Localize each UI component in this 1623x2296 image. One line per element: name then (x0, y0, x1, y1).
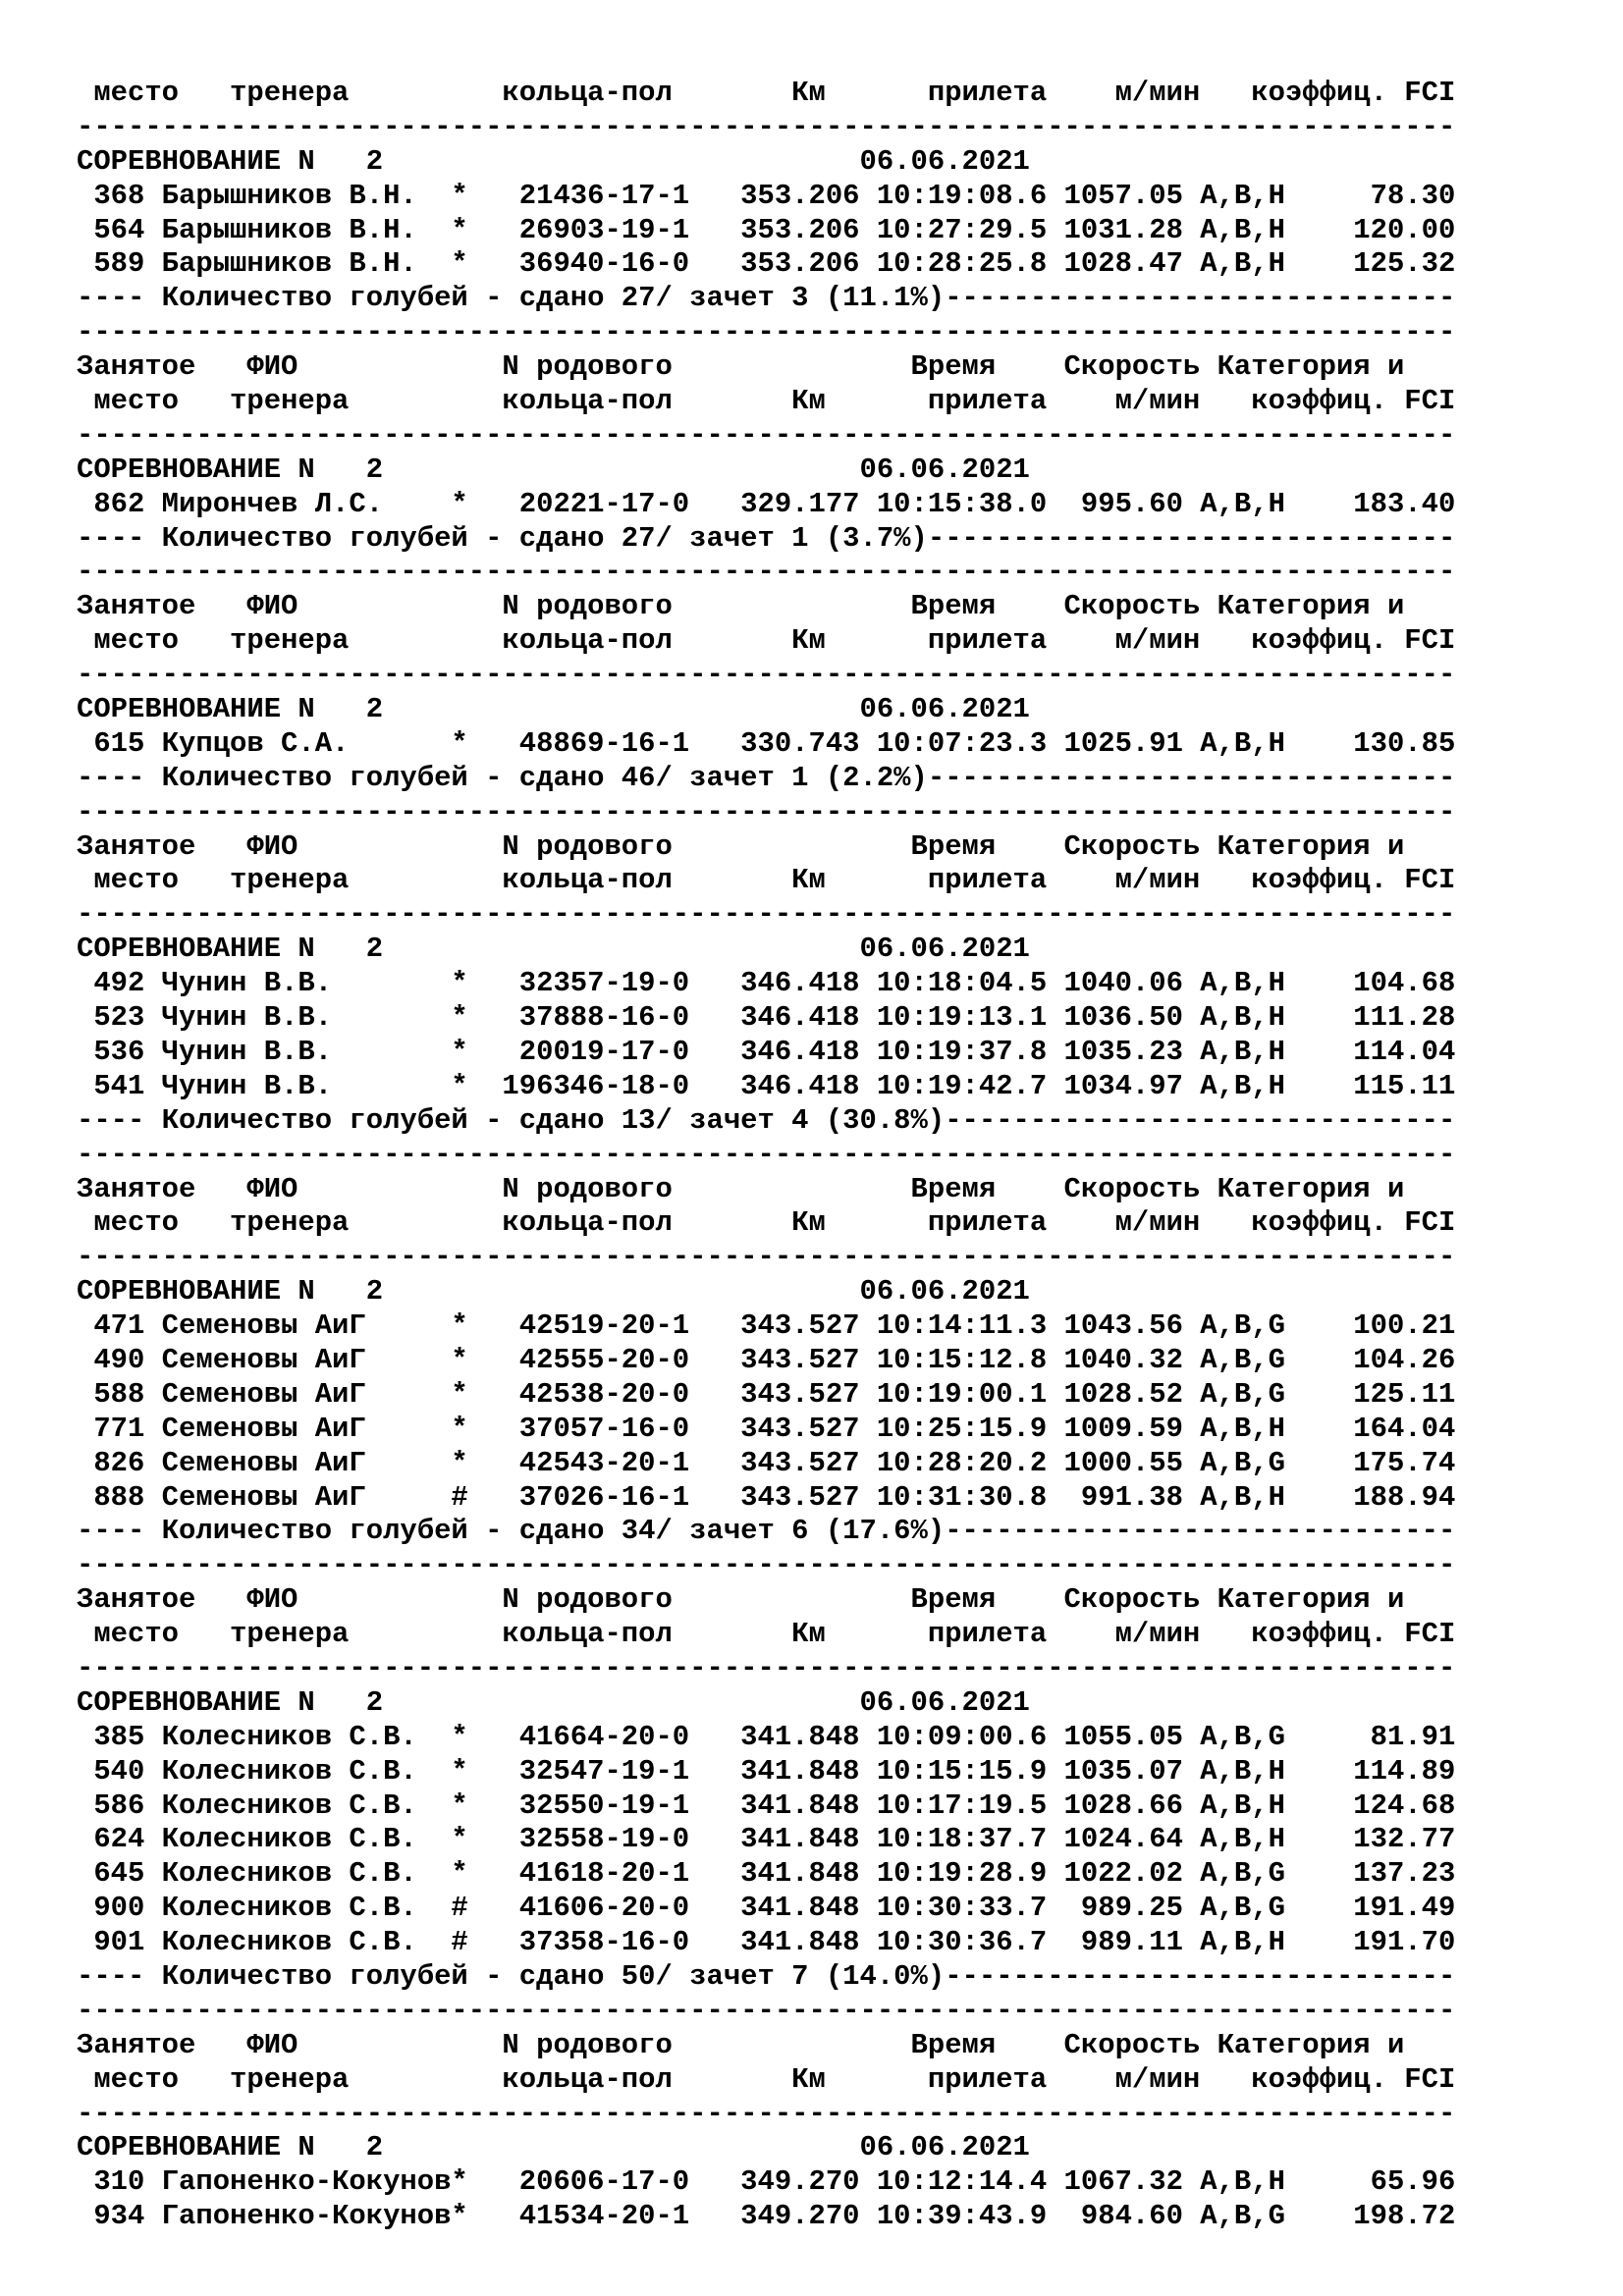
report-line: 536 Чунин В.В. * 20019-17-0 346.418 10:19:37.8 1035.23 A,B,H 114.04 (77, 1035, 1456, 1068)
report-line: --------------------------------------------------------------------------------- (77, 556, 1456, 589)
report-line: --------------------------------------------------------------------------------- (77, 1994, 1456, 2027)
report-line: ---- Количество голубей - сдано 13/ зачет 4 (30.8%)------------------------------ (77, 1103, 1456, 1137)
report-line: Занятое ФИО N родового Время Скорость Категория и (77, 350, 1405, 384)
results-printout (77, 77, 1549, 2234)
report-line: 490 Семеновы АиГ * 42555-20-0 343.527 10:15:12.8 1040.32 A,B,G 104.26 (77, 1343, 1456, 1376)
report-line: СОРЕВНОВАНИЕ N 2 06.06.2021 (77, 2131, 1030, 2164)
report-line: место тренера кольца-пол Км прилета м/мин коэффиц. FCI (77, 864, 1456, 897)
report-line: --------------------------------------------------------------------------------- (77, 2097, 1456, 2130)
report-line: --------------------------------------------------------------------------------- (77, 659, 1456, 692)
report-line: 523 Чунин В.В. * 37888-16-0 346.418 10:19:13.1 1036.50 A,B,H 111.28 (77, 1001, 1456, 1035)
report-line: место тренера кольца-пол Км прилета м/мин коэффиц. FCI (77, 1206, 1456, 1240)
report-line: 492 Чунин В.В. * 32357-19-0 346.418 10:18:04.5 1040.06 A,B,H 104.68 (77, 967, 1456, 1000)
report-line: 888 Семеновы АиГ # 37026-16-1 343.527 10:31:30.8 991.38 A,B,H 188.94 (77, 1480, 1456, 1514)
report-line: 645 Колесников С.В. * 41618-20-1 341.848 10:19:28.9 1022.02 A,B,G 137.23 (77, 1857, 1456, 1891)
report-line: ---- Количество голубей - сдано 27/ зачет 3 (11.1%)------------------------------ (77, 282, 1456, 315)
report-line: 934 Гапоненко-Кокунов* 41534-20-1 349.270 10:39:43.9 984.60 A,B,G 198.72 (77, 2200, 1456, 2233)
report-line: Занятое ФИО N родового Время Скорость Категория и (77, 829, 1405, 863)
report-line: место тренера кольца-пол Км прилета м/мин коэффиц. FCI (77, 77, 1456, 109)
report-line: 901 Колесников С.В. # 37358-16-0 341.848 10:30:36.7 989.11 A,B,H 191.70 (77, 1926, 1456, 1959)
report-line: --------------------------------------------------------------------------------- (77, 316, 1456, 349)
report-line: 310 Гапоненко-Кокунов* 20606-17-0 349.270 10:12:14.4 1067.32 A,B,H 65.96 (77, 2165, 1456, 2199)
report-line: 862 Мирончев Л.С. * 20221-17-0 329.177 10:15:38.0 995.60 A,B,H 183.40 (77, 487, 1456, 520)
report-line: место тренера кольца-пол Км прилета м/мин коэффиц. FCI (77, 1618, 1456, 1651)
report-line: 368 Барышников В.Н. * 21436-17-1 353.206 10:19:08.6 1057.05 A,B,H 78.30 (77, 179, 1456, 212)
report-line: СОРЕВНОВАНИЕ N 2 06.06.2021 (77, 933, 1030, 966)
report-line: --------------------------------------------------------------------------------- (77, 1651, 1456, 1684)
report-line: ---- Количество голубей - сдано 34/ зачет 6 (17.6%)------------------------------ (77, 1515, 1456, 1548)
report-line: место тренера кольца-пол Км прилета м/мин коэффиц. FCI (77, 2062, 1456, 2096)
report-line: --------------------------------------------------------------------------------- (77, 1549, 1456, 1582)
report-line: --------------------------------------------------------------------------------- (77, 795, 1456, 828)
report-line: СОРЕВНОВАНИЕ N 2 06.06.2021 (77, 1685, 1030, 1719)
report-line: 471 Семеновы АиГ * 42519-20-1 343.527 10:14:11.3 1043.56 A,B,G 100.21 (77, 1309, 1456, 1343)
report-line: ---- Количество голубей - сдано 46/ зачет 1 (2.2%)------------------------------- (77, 761, 1456, 794)
report-line: Занятое ФИО N родового Время Скорость Категория и (77, 1583, 1405, 1617)
report-line: Занятое ФИО N родового Время Скорость Категория и (77, 1172, 1405, 1205)
report-line: 826 Семеновы АиГ * 42543-20-1 343.527 10:28:20.2 1000.55 A,B,G 175.74 (77, 1446, 1456, 1479)
report-line: 615 Купцов С.А. * 48869-16-1 330.743 10:07:23.3 1025.91 A,B,H 130.85 (77, 726, 1456, 760)
report-line: 588 Семеновы АиГ * 42538-20-0 343.527 10:19:00.1 1028.52 A,B,G 125.11 (77, 1377, 1456, 1411)
report-line: ---- Количество голубей - сдано 27/ зачет 1 (3.7%)------------------------------- (77, 521, 1456, 555)
report-line: место тренера кольца-пол Км прилета м/мин коэффиц. FCI (77, 385, 1456, 418)
report-line: --------------------------------------------------------------------------------- (77, 418, 1456, 452)
report-line: ---- Количество голубей - сдано 50/ зачет 7 (14.0%)------------------------------ (77, 1959, 1456, 1993)
report-line: 385 Колесников С.В. * 41664-20-0 341.848 10:09:00.6 1055.05 A,B,G 81.91 (77, 1720, 1456, 1753)
report-line: 589 Барышников В.Н. * 36940-16-0 353.206 10:28:25.8 1028.47 A,B,H 125.32 (77, 247, 1456, 281)
report-line: СОРЕВНОВАНИЕ N 2 06.06.2021 (77, 693, 1030, 726)
report-line: 624 Колесников С.В. * 32558-19-0 341.848 10:18:37.7 1024.64 A,B,H 132.77 (77, 1823, 1456, 1856)
report-line: СОРЕВНОВАНИЕ N 2 06.06.2021 (77, 453, 1030, 486)
report-line: 586 Колесников С.В. * 32550-19-1 341.848 10:17:19.5 1028.66 A,B,H 124.68 (77, 1789, 1456, 1822)
report-line: Занятое ФИО N родового Время Скорость Категория и (77, 590, 1405, 623)
report-line: --------------------------------------------------------------------------------- (77, 898, 1456, 932)
report-line: 900 Колесников С.В. # 41606-20-0 341.848 10:30:33.7 989.25 A,B,G 191.49 (77, 1892, 1456, 1925)
report-line: СОРЕВНОВАНИЕ N 2 06.06.2021 (77, 1275, 1030, 1308)
report-line: Занятое ФИО N родового Время Скорость Категория и (77, 2028, 1405, 2061)
report-line: --------------------------------------------------------------------------------- (77, 1241, 1456, 1274)
report-line: --------------------------------------------------------------------------------- (77, 1138, 1456, 1171)
report-line: --------------------------------------------------------------------------------- (77, 110, 1456, 143)
report-line: место тренера кольца-пол Км прилета м/мин коэффиц. FCI (77, 624, 1456, 658)
report-line: 564 Барышников В.Н. * 26903-19-1 353.206 10:27:29.5 1031.28 A,B,H 120.00 (77, 213, 1456, 246)
report-line: 540 Колесников С.В. * 32547-19-1 341.848 10:15:15.9 1035.07 A,B,H 114.89 (77, 1754, 1456, 1788)
report-line: 771 Семеновы АиГ * 37057-16-0 343.527 10:25:15.9 1009.59 A,B,H 164.04 (77, 1412, 1456, 1445)
report-line: 541 Чунин В.В. * 196346-18-0 346.418 10:19:42.7 1034.97 A,B,H 115.11 (77, 1069, 1456, 1102)
report-line: СОРЕВНОВАНИЕ N 2 06.06.2021 (77, 144, 1030, 178)
